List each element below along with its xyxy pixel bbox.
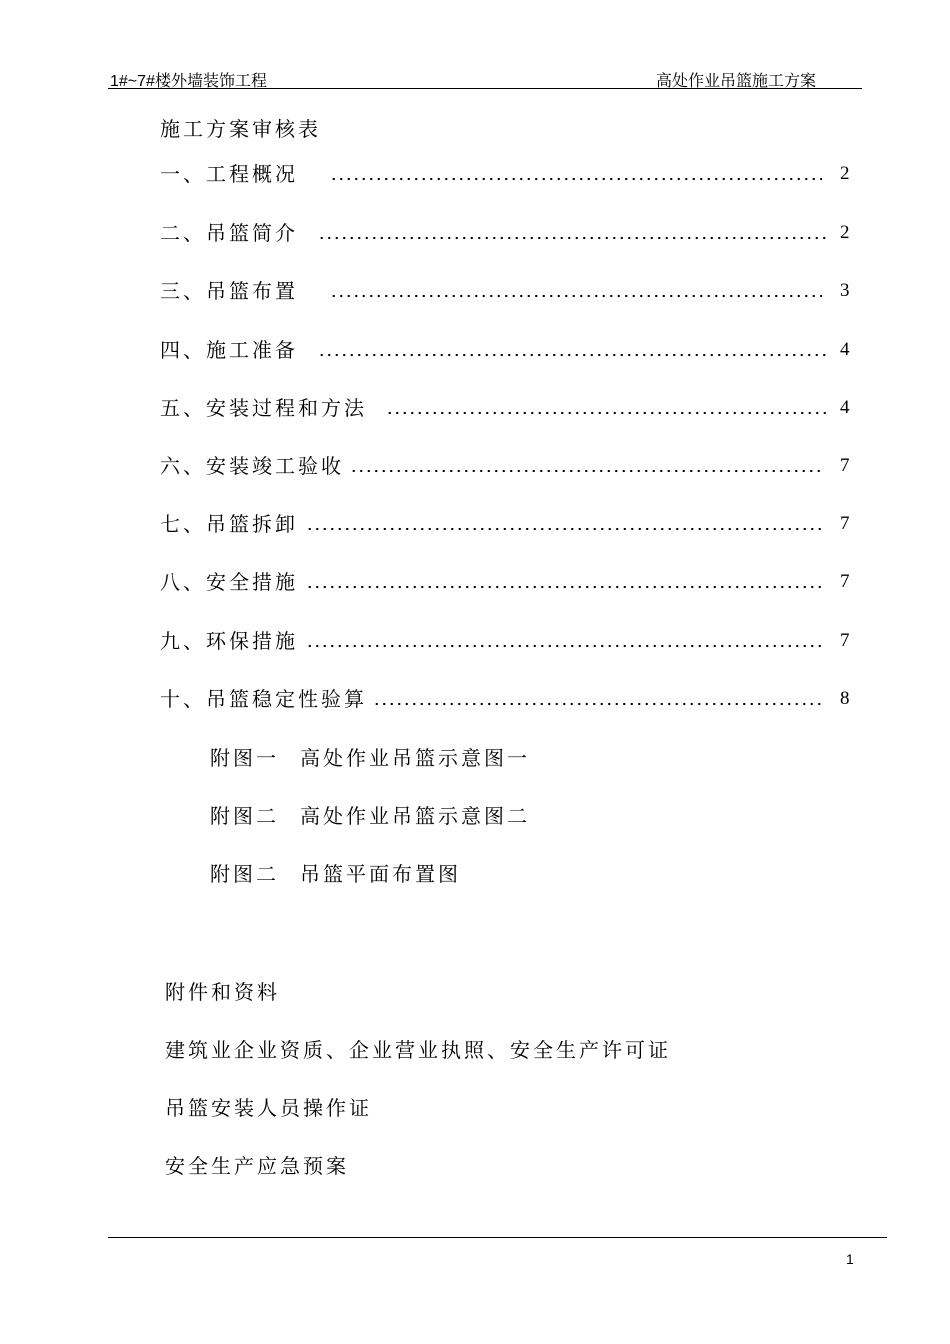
toc-label: 三、吊篮布置 xyxy=(160,279,298,303)
toc-label: 十、吊篮稳定性验算 xyxy=(160,687,367,711)
toc-label: 四、施工准备 xyxy=(160,338,298,362)
toc-label: 二、吊篮简介 xyxy=(160,221,298,245)
figure-title: 高处作业吊篮示意图一 xyxy=(300,746,530,770)
toc-page: 2 xyxy=(840,222,850,243)
toc-entry[interactable] xyxy=(160,454,950,478)
toc-label: 七、吊篮拆卸 xyxy=(160,512,298,536)
figure-entry xyxy=(210,804,530,828)
toc-leader-dots xyxy=(373,702,822,706)
toc-page: 4 xyxy=(840,339,850,360)
toc-label: 五、安装过程和方法 xyxy=(160,396,367,420)
toc-entry[interactable] xyxy=(160,570,950,594)
toc-entry[interactable] xyxy=(160,221,950,245)
toc-page: 7 xyxy=(840,571,850,592)
toc-page: 4 xyxy=(840,397,850,418)
toc-page: 8 xyxy=(840,688,850,709)
toc-leader-dots xyxy=(350,469,822,473)
toc-leader-dots xyxy=(306,527,822,531)
figure-label: 附图一 xyxy=(210,746,279,770)
attachments-heading: 附件和资料 xyxy=(165,980,280,1004)
toc-label: 一、工程概况 xyxy=(160,162,298,186)
toc-leader-dots xyxy=(330,294,822,298)
toc-leader-dots xyxy=(306,585,822,589)
attachment-item: 建筑业企业资质、企业营业执照、安全生产许可证 xyxy=(165,1038,671,1062)
toc-page: 7 xyxy=(840,630,850,651)
toc-entry[interactable] xyxy=(160,279,950,303)
toc-leader-dots xyxy=(386,411,828,415)
figure-entry xyxy=(210,746,530,770)
toc-entry[interactable] xyxy=(160,687,950,711)
figure-label: 附图二 xyxy=(210,804,279,828)
attachment-item: 安全生产应急预案 xyxy=(165,1154,349,1178)
toc-label: 九、环保措施 xyxy=(160,629,298,653)
toc-leader-dots xyxy=(306,644,822,648)
figure-title: 吊篮平面布置图 xyxy=(300,862,461,886)
toc-label: 八、安全措施 xyxy=(160,570,298,594)
toc-heading: 施工方案审核表 xyxy=(160,117,321,141)
header-project-name: 1#~7#楼外墙装饰工程 xyxy=(110,73,267,90)
figure-label: 附图二 xyxy=(210,862,279,886)
toc-label: 六、安装竣工验收 xyxy=(160,454,344,478)
toc-leader-dots xyxy=(318,353,828,357)
toc-page: 2 xyxy=(840,163,850,184)
figure-title: 高处作业吊篮示意图二 xyxy=(300,804,530,828)
toc-leader-dots xyxy=(318,236,828,240)
toc-page: 3 xyxy=(840,280,850,301)
figure-entry xyxy=(210,862,461,886)
toc-entry[interactable] xyxy=(160,629,950,653)
toc-page: 7 xyxy=(840,513,850,534)
attachment-item: 吊篮安装人员操作证 xyxy=(165,1096,372,1120)
page-number: 1 xyxy=(846,1251,854,1267)
toc-entry[interactable] xyxy=(160,512,950,536)
toc-page: 7 xyxy=(840,455,850,476)
footer-rule xyxy=(108,1237,887,1238)
toc-entry[interactable] xyxy=(160,338,950,362)
toc-leader-dots xyxy=(330,177,822,181)
toc-entry[interactable] xyxy=(160,162,950,186)
toc-entry[interactable] xyxy=(160,396,950,420)
header-document-title: 高处作业吊篮施工方案 xyxy=(656,73,817,90)
header-rule xyxy=(108,88,862,89)
